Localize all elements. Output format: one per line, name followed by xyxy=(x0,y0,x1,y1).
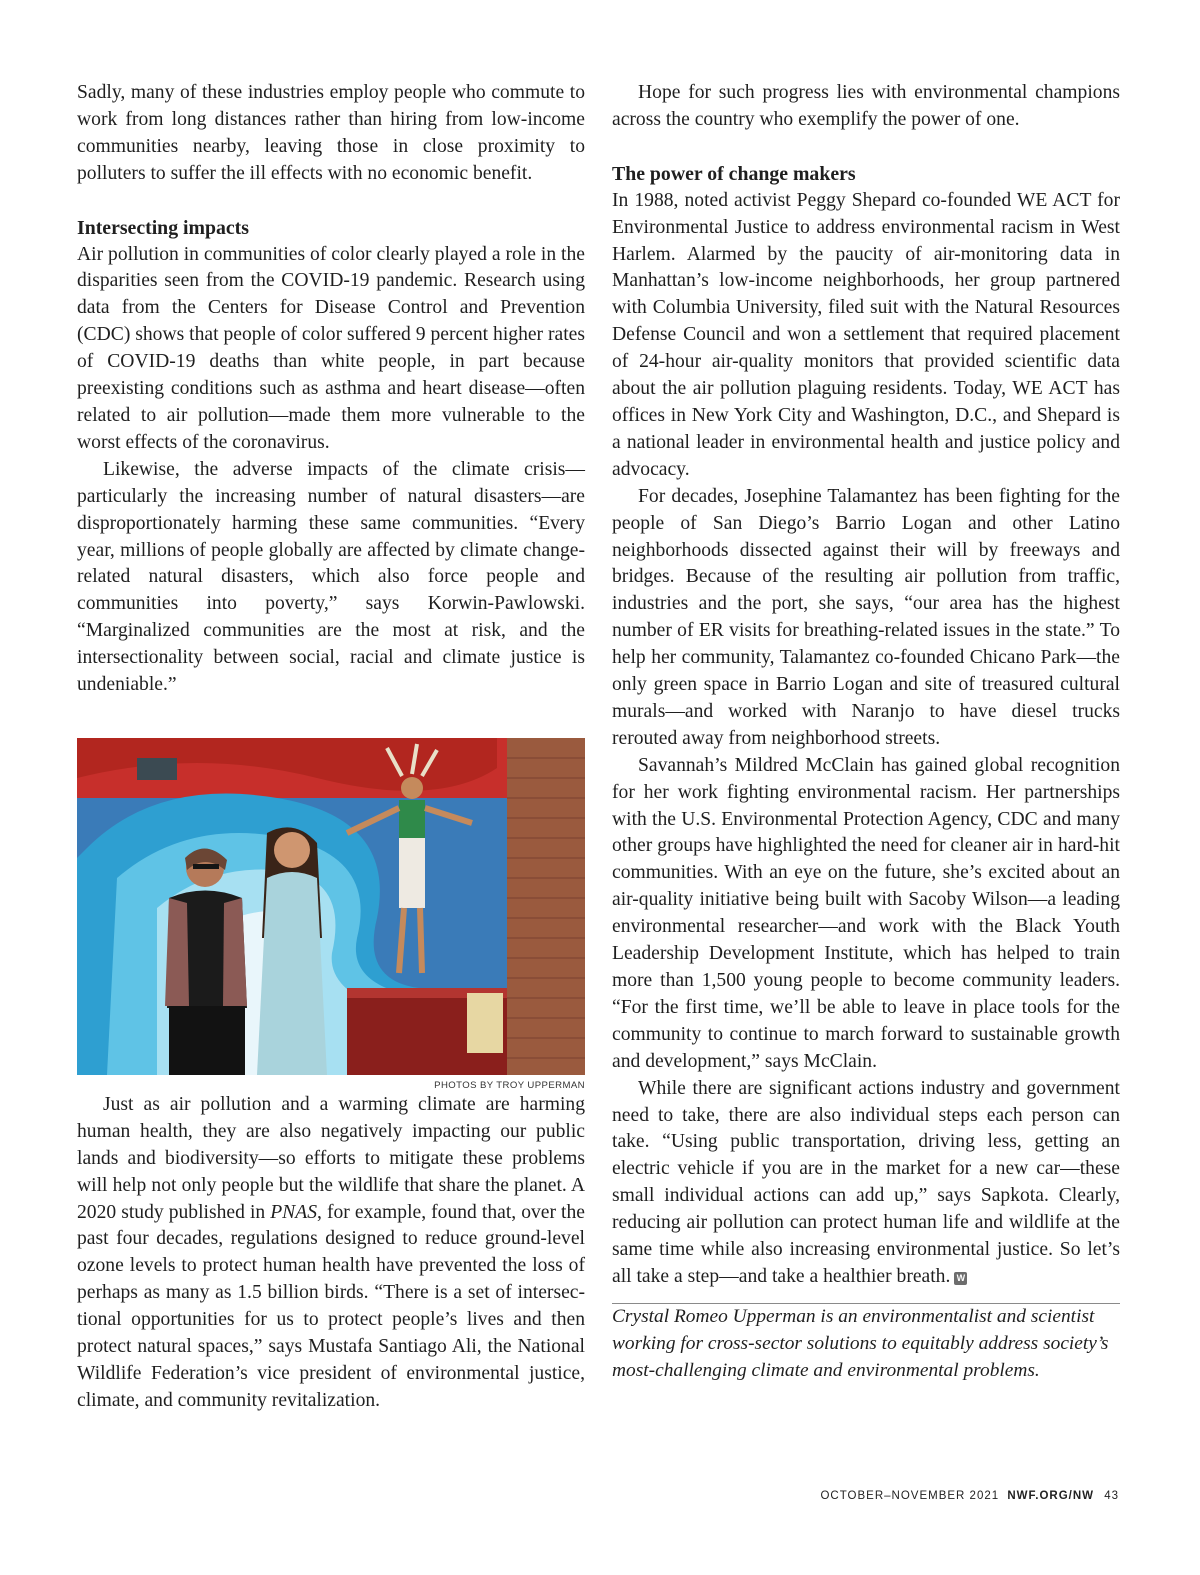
paragraph: Likewise, the adverse impacts of the climate crisis—particularly the increasing number of natural disasters—are disproportionately harming these same communities. “Every year, millions of people globally are affected by climate change-related natural disasters, which also force people and communities into poverty,” says Korwin-Pawlowski. “Marginalized communities are the most at risk, and the intersectionality between social, racial and climate justice is undeniable.” xyxy=(77,458,585,696)
photo-credit: PHOTOS BY TROY UPPERMAN xyxy=(434,1079,585,1091)
paragraph: In 1988, noted activist Peggy Shepard co-founded WE ACT for Environmental Justice to address environmental racism in West Harlem. Alarmed by the paucity of air-monitoring data in Manhattan’s low-income neighborhoods, her group partnered with Columbia University, filed suit with the Natural Resources Defense Council and won a settlement that required placement of 24-hour air-quality monitors that provided scientific data about the air pollution plaguing residents. Today, WE ACT has offices in New York City and Washington, D.C., and Shepard is a national leader in environmental health and justice policy and advocacy. xyxy=(612,189,1120,480)
paragraph: Sadly, many of these industries employ people who commute to work from long distances rather than hiring from low-income communities nearby, leaving those in close proximity to polluters to suffer the ill effects with no economic benefit. xyxy=(77,82,585,184)
end-mark-icon: W xyxy=(954,1272,967,1285)
paragraph: Savannah’s Mildred McClain has gained global recognition for her work fighting environmental racism. Her partnerships with the U.S. Environmental Protection Agency, CDC and many other groups have highlighted the need for cleaner air in hard-hit communities. With an eye on the future, she’s excited about an air-quality initiative being built with Sacoby Wilson—a leading environmental researcher—and work with the Black Youth Leadership Development Institute, which has helped to train more than 1,500 young people to become community leaders. “For the first time, we’ll be able to leave in place tools for the community to continue to march forward to sustainable growth and development,” says McClain. xyxy=(612,754,1120,1072)
section-heading-power-of-change-makers: The power of change makers xyxy=(612,162,856,185)
page-number: 43 xyxy=(1104,1490,1119,1502)
section-heading-intersecting-impacts: Intersecting impacts xyxy=(77,216,249,239)
paragraph: Just as air pollution and a warming climate are harming human health, they are also negatively impacting our public lands and biodiversity—so efforts to mitigate these problems will help not only people but the wildlife that share the planet. A 2020 study published in PNAS, for example, found that, over the past four decades, regulations designed to reduce ground-level ozone levels to protect human health have prevented the loss of perhaps as many as 1.5 billion birds. “There is a set of intersectional opportunities for us to protect people’s lives and then protect natural spaces,” says Mustafa Santiago Ali, the National Wildlife Federation’s vice president of environmental justice, climate, and community revitalization. xyxy=(77,1093,585,1411)
page-footer xyxy=(820,1490,1119,1502)
left-column xyxy=(77,80,585,1415)
paragraph: Air pollution in communities of color clearly played a role in the disparities seen from the COVID-19 pandemic. Research using data from the Centers for Disease Control and Prevention (CDC) shows that people of color suffered 9 percent higher rates of COVID-19 deaths than white people, in part because preexisting conditions such as asthma and heart disease—often related to air pollution—made them more vulnerable to the worst effects of the coronavirus. xyxy=(77,243,585,453)
mural-photo xyxy=(77,738,585,1075)
paragraph: For decades, Josephine Talamantez has been fighting for the people of San Diego’s Barrio Logan and other Latino neighborhoods dissected against their will by freeways and bridges. Because of the resulting air pollution from traffic, industries and the port, she says, “our area has the highest number of ER visits for breathing-related issues in the state.” To help her community, Talamantez co-founded Chicano Park—the only green space in Barrio Logan and site of treasured cultural murals—and worked with Naranjo to have diesel trucks rerouted away from neighborhood streets. xyxy=(612,485,1120,749)
right-column xyxy=(612,80,1120,1385)
paragraph: While there are significant actions industry and government need to take, there are also individual steps each person can take. “Using public transportation, driving less, getting an electric vehicle if you are in the market for a new car—these small individual actions can add up,” says Sapkota. Clearly, reducing air pollution can protect human life and wildlife at the same time while also increasing environmental justice. So let’s all take a step—and take a healthier breath. W xyxy=(612,1077,1120,1287)
issue-date: OCTOBER–NOVEMBER 2021 xyxy=(820,1490,1000,1502)
journal-name: PNAS xyxy=(270,1201,318,1223)
site-url[interactable]: NWF.ORG/NW xyxy=(1007,1490,1094,1502)
paragraph: Hope for such progress lies with environmental champions across the country who exemplify the power of one. xyxy=(612,82,1120,130)
author-bio: Crystal Romeo Upperman is an environmentalist and scientist working for cross-sector solutions to equitably address society’s most-challenging climate and environmental problems. xyxy=(612,1305,1109,1381)
